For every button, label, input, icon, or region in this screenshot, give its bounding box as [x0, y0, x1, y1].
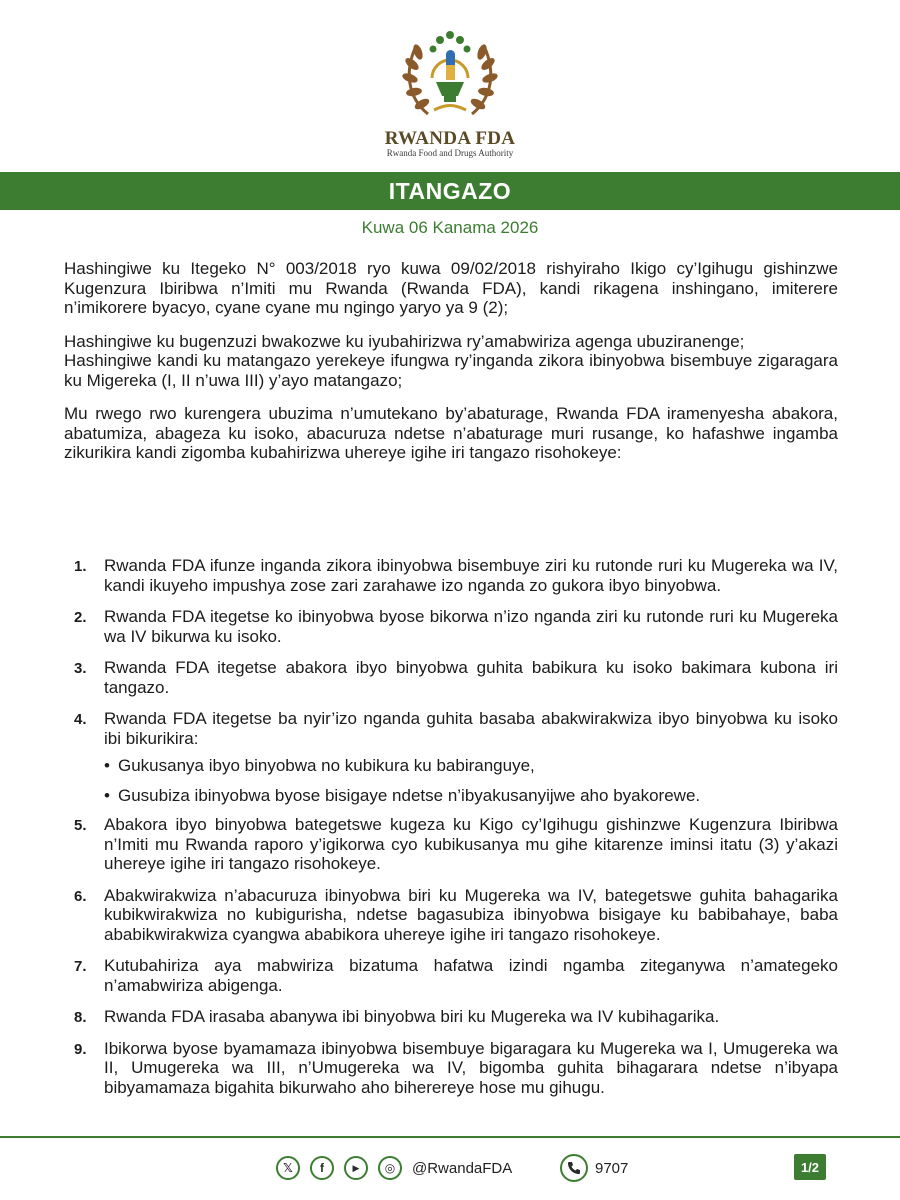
list-item	[64, 1039, 838, 1098]
sub-item-text: Gukusanya ibyo binyobwa no kubikura ku babiranguye,	[118, 756, 535, 775]
sub-list-item	[64, 786, 838, 806]
preamble-paragraph: Hashingiwe ku Itegeko N° 003/2018 ryo kuwa 09/02/2018 rishyiraho Ikigo cy’Igihugu gishinzwe Kugenzura Ibiribwa n’Imiti mu Rwanda (Rwanda FDA), kandi rikagena inshingano, imiterere n’imikorere byacyo, cyane cyane mu ngingo yaryo ya 9 (2);	[64, 259, 838, 317]
list-item	[64, 658, 838, 697]
footer-divider	[0, 1136, 900, 1138]
footer	[0, 1150, 900, 1190]
facebook-icon[interactable]: f	[310, 1156, 334, 1180]
list-item	[64, 709, 838, 748]
rwanda-fda-emblem-icon	[390, 26, 510, 126]
youtube-icon[interactable]: ▶	[344, 1156, 368, 1180]
item-text: Rwanda FDA itegetse abakora ibyo binyobwa guhita babikura ku isoko bakimara kubona iri tangazo.	[104, 658, 838, 697]
announcement-banner: ITANGAZO	[0, 172, 900, 210]
page-number: 1/2	[794, 1154, 826, 1180]
sub-list-item	[64, 756, 838, 776]
announcement-date: Kuwa 06 Kanama 2026	[361, 218, 539, 237]
preamble	[64, 259, 838, 477]
preamble-paragraph: Mu rwego rwo kurengera ubuzima n’umutekano by’abaturage, Rwanda FDA iramenyesha abakora, abatumiza, abageza ku isoko, abacuruza ndetse n’abaturage muri rusange, ko hafashwe ingamba zikurikira kandi zigomba kubahirizwa uhereye igihe iri tangazo risohokeye:	[64, 404, 838, 462]
item-number: 2.	[74, 609, 87, 626]
item-number: 1.	[74, 558, 87, 575]
item-text: Ibikorwa byose byamamaza ibinyobwa bisembuye bigaragara ku Mugereka wa I, Umugereka wa II, Umugereka wa III, n’Umugereka wa IV, bigomba guhita bihagarara ndetse n’ibyapa bibyamamaza bigahita bikurwaho aho biherereye hose mu gihugu.	[104, 1038, 838, 1097]
item-text: Rwanda FDA itegetse ba nyir’izo nganda guhita basaba abakwirakwiza ibyo binyobwa ku isoko ibi bikurikira:	[104, 709, 838, 748]
org-name: RWANDA FDA	[384, 128, 516, 149]
sub-item-text: Gusubiza ibinyobwa byose bisigaye ndetse n’ibyakusanyijwe aho byakorewe.	[118, 785, 701, 805]
item-text: Abakora ibyo binyobwa bategetswe kugeza ku Kigo cy’Igihugu gishinzwe Kugenzura Ibiribwa n’Imiti mu Rwanda raporo y’igikorwa cyo kubikusanya mu gihe kitarenze iminsi itatu (3) y’akazi uhereye igihe iri tangazo risohokeye.	[104, 815, 838, 873]
item-number: 9.	[74, 1040, 87, 1058]
item-text: Kutubahiriza aya mabwiriza bizatuma hafatwa izindi ngamba ziteganywa n’amategeko n’amabwiriza abigenga.	[104, 956, 838, 995]
list-item	[64, 956, 838, 995]
phone-icon	[560, 1154, 588, 1182]
item-number: 5.	[74, 817, 87, 834]
letterhead	[0, 0, 900, 172]
item-number: 3.	[74, 660, 87, 677]
item-number: 4.	[74, 711, 87, 728]
item-text: Rwanda FDA ifunze inganda zikora ibinyobwa bisembuye ziri ku rutonde ruri ku Mugereka wa IV, kandi ikuyeho impushya zose zari zarahawe izo nganda zo gukora ibyo binyobwa.	[104, 556, 838, 595]
bullet-icon: •	[104, 785, 110, 805]
item-text: Rwanda FDA irasaba abanywa ibi binyobwa biri ku Mugereka wa IV kubihagarika.	[104, 1007, 720, 1026]
measures-list	[64, 556, 838, 1109]
list-item	[64, 1007, 838, 1027]
org-subtitle: Rwanda Food and Drugs Authority	[386, 148, 514, 158]
list-item	[64, 815, 838, 874]
list-item	[64, 607, 838, 646]
x-icon[interactable]: 𝕏	[276, 1156, 300, 1180]
list-item	[64, 556, 838, 595]
bullet-icon: •	[104, 756, 110, 775]
item-text: Rwanda FDA itegetse ko ibinyobwa byose bikorwa n’izo nganda ziri ku rutonde ruri ku Mugereka wa IV bikurwa ku isoko.	[104, 607, 838, 646]
hotline-number[interactable]: 9707	[595, 1160, 629, 1177]
item-text: Abakwirakwiza n’abacuruza ibinyobwa biri ku Mugereka wa IV, bategetswe guhita bahagarika kubikwirakwiza no kubigurisha, ndetse bagasubiza ibinyobwa bisigaye ku babibahaye, baba ababikwirakwiza cyangwa ababikora uhereye igihe iri tangazo risohokeye.	[104, 885, 838, 944]
social-handle[interactable]: @RwandaFDA	[412, 1160, 513, 1177]
preamble-paragraph: Hashingiwe ku bugenzuzi bwakozwe ku iyubahirizwa ry’amabwiriza agenga ubuziranenge;	[64, 331, 745, 351]
preamble-paragraph: Hashingiwe kandi ku matangazo yerekeye ifungwa ry’inganda zikora ibinyobwa bisembuye zigaragara ku Migereka (I, II n’uwa III) y’ayo matangazo;	[64, 351, 838, 390]
item-number: 7.	[74, 958, 87, 975]
instagram-icon[interactable]: ◎	[378, 1156, 402, 1180]
list-item	[64, 886, 838, 945]
item-number: 8.	[74, 1009, 87, 1026]
item-number: 6.	[74, 887, 87, 905]
